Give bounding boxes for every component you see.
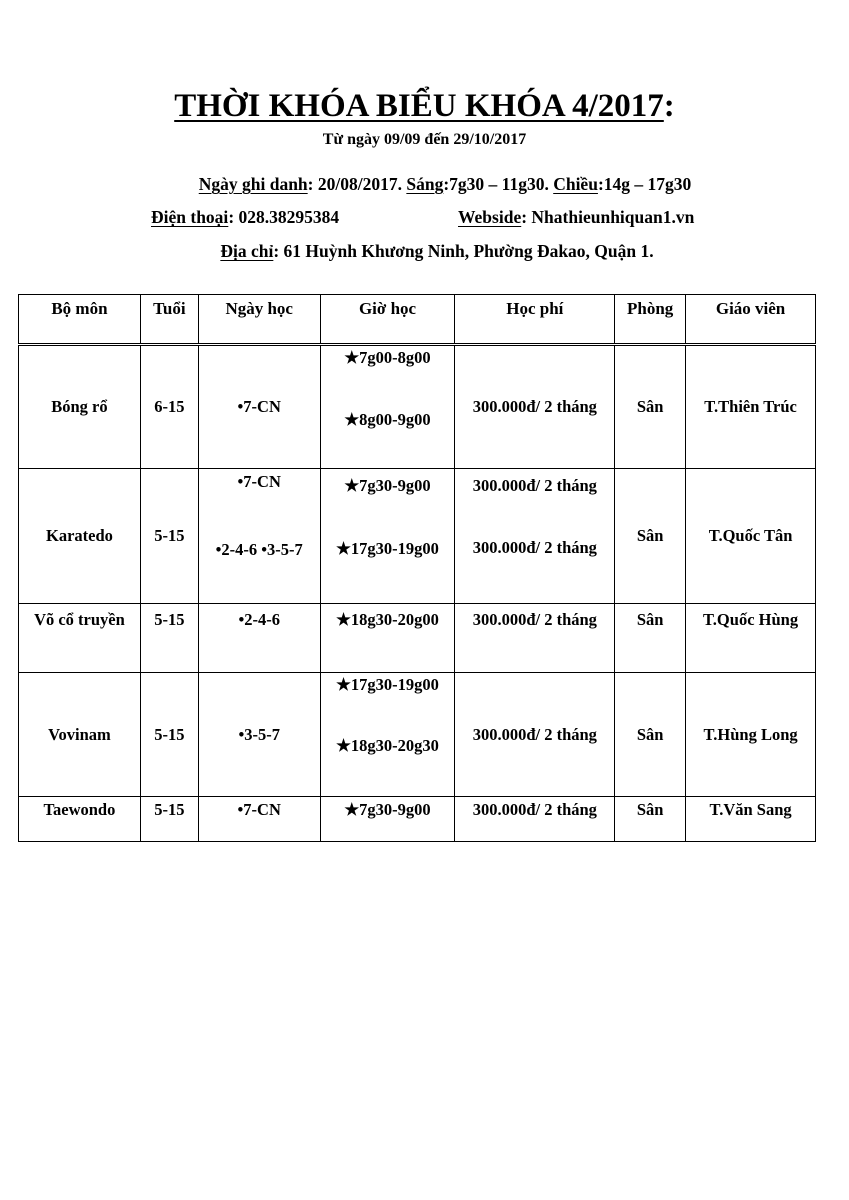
time-cell: ★7g30-9g00 bbox=[320, 797, 455, 842]
morning-label: Sáng bbox=[406, 174, 444, 194]
address-line bbox=[0, 241, 849, 262]
days-cell bbox=[198, 469, 320, 604]
fee-cell bbox=[455, 469, 615, 604]
teacher-cell: T.Quốc Hùng bbox=[686, 604, 816, 673]
registration-line bbox=[0, 174, 849, 195]
fee-cell: 300.000đ/ 2 tháng bbox=[455, 345, 615, 469]
days-cell: •2-4-6 bbox=[198, 604, 320, 673]
room-cell: Sân bbox=[615, 797, 686, 842]
teacher-cell: T.Thiên Trúc bbox=[686, 345, 816, 469]
header-room: Phòng bbox=[615, 295, 686, 345]
schedule-table bbox=[18, 294, 816, 842]
reg-label: Ngày ghi danh bbox=[198, 174, 308, 194]
days-cell: •7-CN bbox=[198, 345, 320, 469]
time-slot: ★17g30-19g00 bbox=[336, 539, 439, 558]
table-row bbox=[19, 604, 816, 673]
age-cell: 5-15 bbox=[140, 469, 198, 604]
table-row bbox=[19, 673, 816, 797]
web-value: : Nhathieunhiquan1.vn bbox=[521, 207, 695, 227]
afternoon-value: :14g – 17g30 bbox=[597, 174, 692, 194]
teacher-cell: T.Quốc Tân bbox=[686, 469, 816, 604]
phone-label: Điện thoại bbox=[151, 207, 229, 227]
days-cell: •3-5-7 bbox=[198, 673, 320, 797]
age-cell: 6-15 bbox=[140, 345, 198, 469]
title-suffix: : bbox=[663, 88, 675, 124]
time-cell: ★18g30-20g00 bbox=[320, 604, 455, 673]
fee-cell: 300.000đ/ 2 tháng bbox=[455, 797, 615, 842]
time-slot: ★18g30-20g30 bbox=[336, 736, 439, 755]
table-row bbox=[19, 345, 816, 469]
header-teacher: Giáo viên bbox=[686, 295, 816, 345]
header-days: Ngày học bbox=[198, 295, 320, 345]
time-slot: ★7g00-8g00 bbox=[344, 348, 431, 367]
fee-cell: 300.000đ/ 2 tháng bbox=[455, 604, 615, 673]
date-range: Từ ngày 09/09 đến 29/10/2017 bbox=[322, 131, 527, 148]
subject-cell: Taewondo bbox=[19, 797, 141, 842]
room-cell: Sân bbox=[615, 673, 686, 797]
web-label: Webside bbox=[458, 207, 522, 227]
address-value: : 61 Huỳnh Khương Ninh, Phường Đakao, Quận 1. bbox=[273, 241, 654, 261]
subject-cell: Vovinam bbox=[19, 673, 141, 797]
title-text: THỜI KHÓA BIỂU KHÓA 4/2017 bbox=[174, 88, 664, 124]
address-label: Địa chỉ bbox=[220, 241, 274, 261]
time-slot: ★7g30-9g00 bbox=[344, 476, 431, 495]
subject-cell: Võ cổ truyền bbox=[19, 604, 141, 673]
age-cell: 5-15 bbox=[140, 797, 198, 842]
subject-cell: Karatedo bbox=[19, 469, 141, 604]
header-age: Tuổi bbox=[140, 295, 198, 345]
phone-line bbox=[151, 207, 339, 228]
phone-value: : 028.38295384 bbox=[228, 207, 340, 227]
age-cell: 5-15 bbox=[140, 604, 198, 673]
website-line bbox=[458, 207, 694, 228]
table-row bbox=[19, 469, 816, 604]
morning-value: :7g30 – 11g30. bbox=[443, 174, 554, 194]
time-slot: ★17g30-19g00 bbox=[336, 675, 439, 694]
day-slot: •2-4-6 •3-5-7 bbox=[215, 540, 303, 559]
time-cell bbox=[320, 469, 455, 604]
page-title bbox=[0, 88, 849, 125]
subject-cell: Bóng rổ bbox=[19, 345, 141, 469]
teacher-cell: T.Văn Sang bbox=[686, 797, 816, 842]
header-subject: Bộ môn bbox=[19, 295, 141, 345]
room-cell: Sân bbox=[615, 469, 686, 604]
fee-cell: 300.000đ/ 2 tháng bbox=[455, 673, 615, 797]
fee-slot: 300.000đ/ 2 tháng bbox=[472, 476, 597, 495]
day-slot: •7-CN bbox=[237, 472, 281, 491]
header-fee: Học phí bbox=[455, 295, 615, 345]
teacher-cell: T.Hùng Long bbox=[686, 673, 816, 797]
age-cell: 5-15 bbox=[140, 673, 198, 797]
reg-value: : 20/08/2017. bbox=[307, 174, 407, 194]
room-cell: Sân bbox=[615, 604, 686, 673]
time-cell bbox=[320, 673, 455, 797]
header-time: Giờ học bbox=[320, 295, 455, 345]
room-cell: Sân bbox=[615, 345, 686, 469]
table-row bbox=[19, 797, 816, 842]
days-cell: •7-CN bbox=[198, 797, 320, 842]
time-cell bbox=[320, 345, 455, 469]
fee-slot: 300.000đ/ 2 tháng bbox=[472, 538, 597, 557]
time-slot: ★8g00-9g00 bbox=[344, 410, 431, 429]
afternoon-label: Chiều bbox=[553, 174, 598, 194]
table-header-row bbox=[19, 295, 816, 345]
